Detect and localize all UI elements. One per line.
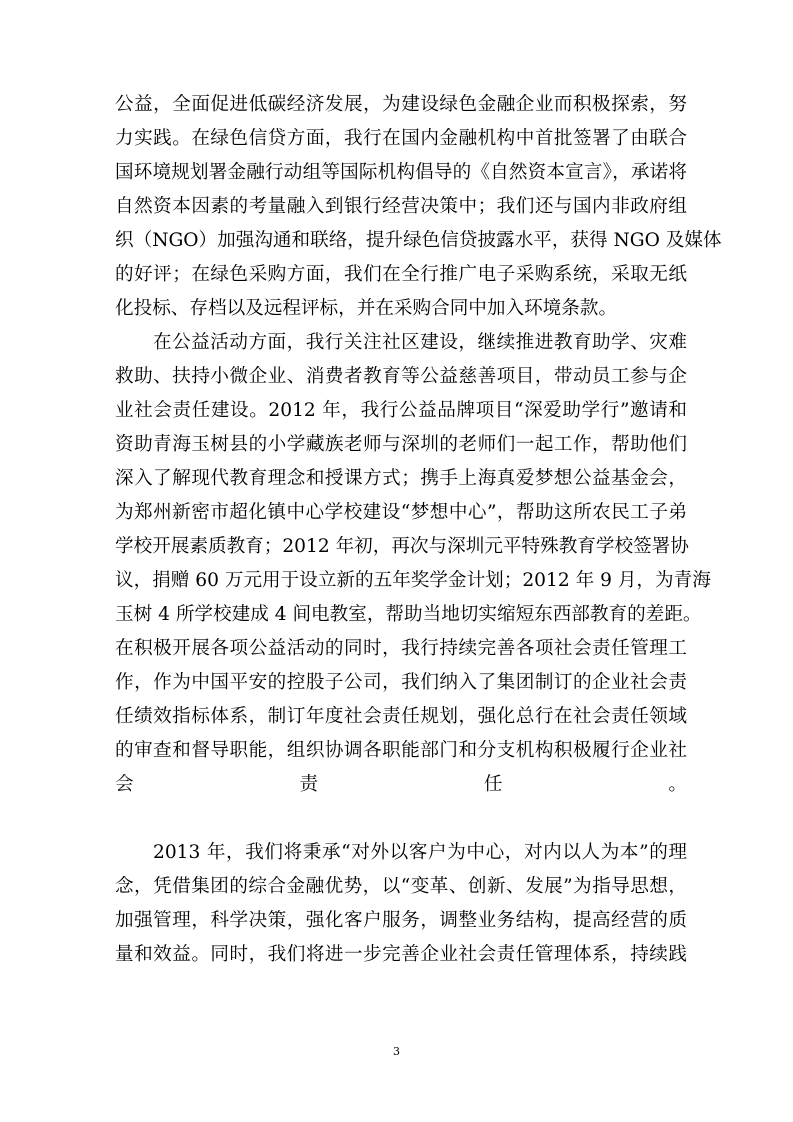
text-line: 2013 年，我们将秉承“对外以客户为中心，对内以人为本”的理 <box>153 842 687 863</box>
text-line: 深入了解现代教育理念和授课方式；携手上海真爱梦想公益基金会， <box>115 468 687 489</box>
text-line: 加强管理，科学决策，强化客户服务，调整业务结构，提高经营的质 <box>115 910 687 931</box>
text-line: 的审查和督导职能，组织协调各职能部门和分支机构积极履行企业社 <box>115 740 687 761</box>
text-line: 作，作为中国平安的控股子公司，我们纳入了集团制订的企业社会责 <box>115 672 687 693</box>
text-line: 公益，全面促进低碳经济发展，为建设绿色金融企业而积极探索，努 <box>115 94 687 115</box>
paragraph-public-welfare <box>115 326 711 836</box>
text-line: 的好评；在绿色采购方面，我们在全行推广电子采购系统，采取无纸 <box>115 264 687 285</box>
text-line: 量和效益。同时，我们将进一步完善企业社会责任管理体系，持续践 <box>115 944 687 965</box>
text-line: 化投标、存档以及远程评标，并在采购合同中加入环境条款。 <box>115 298 618 319</box>
text-line: 救助、扶持小微企业、消费者教育等公益慈善项目，带动员工参与企 <box>115 366 687 387</box>
text-line: 玉树 4 所学校建成 4 间电教室，帮助当地切实缩短东西部教育的差距。 <box>115 604 702 625</box>
text-line: 学校开展素质教育；2012 年初，再次与深圳元平特殊教育学校签署协 <box>115 536 689 557</box>
page-number: 3 <box>393 1045 400 1058</box>
document-body <box>115 88 722 972</box>
text-line <box>115 802 687 836</box>
text-line: 任绩效指标体系，制订年度社会责任规划，强化总行在社会责任领域 <box>115 706 687 727</box>
paragraph-green-finance <box>115 88 722 326</box>
text-line: 织（NGO）加强沟通和联络，提升绿色信贷披露水平，获得 NGO 及媒体 <box>115 230 722 251</box>
text-line: 资助青海玉树县的小学藏族老师与深圳的老师们一起工作，帮助他们 <box>115 434 687 455</box>
text-line: 自然资本因素的考量融入到银行经营决策中；我们还与国内非政府组 <box>115 196 687 217</box>
text-line: 议，捐赠 60 万元用于设立新的五年奖学金计划；2012 年 9 月，为青海 <box>115 570 711 591</box>
text-line: 国环境规划署金融行动组等国际机构倡导的《自然资本宣言》，承诺将 <box>115 162 687 183</box>
text-line: 会责任。 <box>115 774 687 795</box>
text-line: 在积极开展各项公益活动的同时，我行持续完善各项社会责任管理工 <box>115 638 687 659</box>
text-line: 力实践。在绿色信贷方面，我行在国内金融机构中首批签署了由联合 <box>115 128 687 149</box>
text-line: 为郑州新密市超化镇中心学校建设“梦想中心”，帮助这所农民工子弟 <box>115 502 687 523</box>
text-line: 念，凭借集团的综合金融优势，以“变革、创新、发展”为指导思想， <box>115 876 687 897</box>
paragraph-2013-plan <box>115 836 687 972</box>
text-line: 在公益活动方面，我行关注社区建设，继续推进教育助学、灾难 <box>153 332 687 353</box>
text-line: 业社会责任建设。2012 年，我行公益品牌项目“深爱助学行”邀请和 <box>115 400 687 421</box>
